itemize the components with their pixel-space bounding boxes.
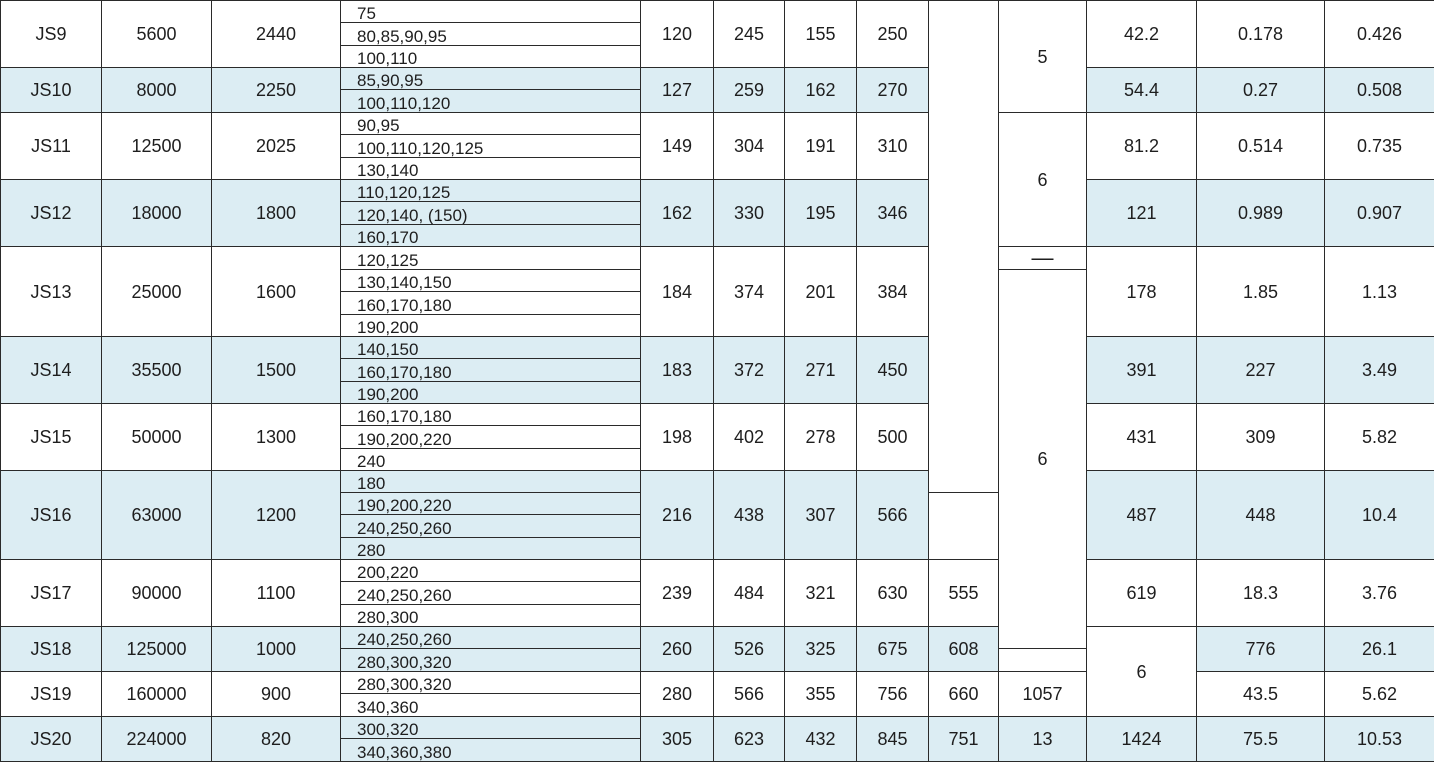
model-cell: JS9 (1, 1, 102, 68)
bore-cell: 80,85,90,95 (341, 23, 641, 46)
dim-d1-cell: 120 (641, 1, 714, 68)
bore-cell: 340,360,380 (341, 739, 641, 762)
table-row (1, 113, 1434, 135)
dim-d1-cell: 184 (641, 247, 714, 337)
dim-e-cell: 431 (1087, 404, 1197, 471)
dim-d3-cell: 201 (785, 247, 857, 337)
torque-cell: 90000 (102, 560, 212, 627)
speed-cell: 2250 (212, 68, 341, 113)
dim-d1-cell: 162 (641, 180, 714, 247)
bore-cell: 240 (341, 449, 641, 471)
torque-cell: 8000 (102, 68, 212, 113)
grease-cell: 0.735 (1325, 113, 1434, 180)
inertia-cell: 0.27 (1197, 68, 1325, 113)
table-row (1, 68, 1434, 90)
speed-cell: 900 (212, 672, 341, 717)
table-row (1, 247, 1434, 270)
bore-cell: 200,220 (341, 560, 641, 582)
speed-cell: 1100 (212, 560, 341, 627)
bore-cell: 110,120,125 (341, 180, 641, 202)
dim-d1-cell: 183 (641, 337, 714, 404)
torque-cell: 12500 (102, 113, 212, 180)
dim-d1-cell: 127 (641, 68, 714, 113)
bore-cell: 240,250,260 (341, 627, 641, 649)
grease-cell: 1.13 (1325, 247, 1434, 337)
grease-cell: 0.907 (1325, 180, 1434, 247)
bore-cell: 340,360 (341, 694, 641, 717)
bore-cell: 190,200 (341, 315, 641, 337)
dim-d1-cell: 239 (641, 560, 714, 627)
dim-d2-cell: 372 (714, 337, 785, 404)
dim-d2-cell: 402 (714, 404, 785, 471)
dim-d3-cell: 195 (785, 180, 857, 247)
bore-cell: 130,140 (341, 158, 641, 180)
inertia-cell: 0.514 (1197, 113, 1325, 180)
inertia-cell: 10.4 (1325, 471, 1434, 560)
dim-d2-cell: 526 (714, 627, 785, 672)
bore-cell: 85,90,95 (341, 68, 641, 90)
dim-e-cell-merged (929, 1, 999, 493)
table-row (1, 627, 1434, 649)
inertia-cell: 18.3 (1197, 560, 1325, 627)
weight-cell: 54.4 (1087, 68, 1197, 113)
speed-cell: 2440 (212, 1, 341, 68)
dim-d3-cell: 162 (785, 68, 857, 113)
table-row (1, 1, 1434, 23)
dim-d3-cell: 321 (785, 560, 857, 627)
dim-d1-cell: 305 (641, 717, 714, 762)
dim-d4-cell: 845 (857, 717, 929, 762)
torque-cell: 5600 (102, 1, 212, 68)
bore-cell: 280,300 (341, 605, 641, 627)
table-row (1, 337, 1434, 359)
inertia-cell: 3.49 (1325, 337, 1434, 404)
bore-cell: 120,140, (150) (341, 202, 641, 225)
grease-cell: 5.62 (1325, 672, 1434, 717)
dim-d2-cell: 566 (714, 672, 785, 717)
grease-cell: 0.508 (1325, 68, 1434, 113)
weight-cell: 81.2 (1087, 113, 1197, 180)
dim-d4-cell: 566 (857, 471, 929, 560)
weight-cell: 178 (1087, 247, 1197, 337)
bore-cell: 240,250,260 (341, 515, 641, 538)
dim-d3-cell: 432 (785, 717, 857, 762)
speed-cell: 1200 (212, 471, 341, 560)
bore-cell: 240,250,260 (341, 582, 641, 605)
dim-d2-cell: 438 (714, 471, 785, 560)
table-row (1, 672, 1434, 694)
inertia-cell: 0.989 (1197, 180, 1325, 247)
span-cell: 5 (999, 1, 1087, 113)
bore-cell: 160,170,180 (341, 292, 641, 315)
dim-d1-cell: 260 (641, 627, 714, 672)
weight-cell: 1057 (999, 672, 1087, 717)
speed-cell: 1500 (212, 337, 341, 404)
dim-d2-cell: 245 (714, 1, 785, 68)
bore-cell: 75 (341, 1, 641, 23)
bore-cell: 140,150 (341, 337, 641, 359)
bore-cell: 90,95 (341, 113, 641, 135)
bore-cell: 300,320 (341, 717, 641, 739)
weight-cell: 448 (1197, 471, 1325, 560)
bore-cell: 280 (341, 538, 641, 560)
inertia-cell: 0.178 (1197, 1, 1325, 68)
dim-d4-cell: 310 (857, 113, 929, 180)
bore-cell: 100,110 (341, 46, 641, 68)
speed-cell: 1800 (212, 180, 341, 247)
bore-cell: 180 (341, 471, 641, 493)
bore-cell: 190,200,220 (341, 426, 641, 449)
dim-d2-cell: 304 (714, 113, 785, 180)
dim-d3-cell: 278 (785, 404, 857, 471)
bore-cell: 120,125 (341, 247, 641, 270)
dim-d2-cell: 330 (714, 180, 785, 247)
dim-d3-cell: 307 (785, 471, 857, 560)
torque-cell: 35500 (102, 337, 212, 404)
torque-cell: 224000 (102, 717, 212, 762)
bore-cell: 280,300,320 (341, 672, 641, 694)
dim-e-cell: 608 (929, 627, 999, 672)
torque-cell: 160000 (102, 672, 212, 717)
dim-d4-cell: 346 (857, 180, 929, 247)
speed-cell: 1600 (212, 247, 341, 337)
speed-cell: 820 (212, 717, 341, 762)
model-cell: JS12 (1, 180, 102, 247)
dim-d3-cell: 355 (785, 672, 857, 717)
inertia-cell: 1.85 (1197, 247, 1325, 337)
dim-e-cell: 555 (929, 560, 999, 627)
table-row (1, 717, 1434, 739)
torque-cell: 125000 (102, 627, 212, 672)
grease-cell: 10.53 (1325, 717, 1434, 762)
torque-cell: 18000 (102, 180, 212, 247)
model-cell: JS11 (1, 113, 102, 180)
bore-cell: 160,170 (341, 225, 641, 247)
torque-cell: 50000 (102, 404, 212, 471)
dim-e-cell: 487 (1087, 471, 1197, 560)
model-cell: JS16 (1, 471, 102, 560)
dim-d1-cell: 280 (641, 672, 714, 717)
inertia-cell: 5.82 (1325, 404, 1434, 471)
model-cell: JS20 (1, 717, 102, 762)
inertia-cell: 43.5 (1197, 672, 1325, 717)
dim-d4-cell: 500 (857, 404, 929, 471)
model-cell: JS19 (1, 672, 102, 717)
table-row (1, 404, 1434, 426)
dim-e-cell: 751 (929, 717, 999, 762)
speed-cell: 2025 (212, 113, 341, 180)
model-cell: JS13 (1, 247, 102, 337)
span-cell: 6 (999, 113, 1087, 247)
dim-d4-cell: 384 (857, 247, 929, 337)
span-cell: 6 (999, 270, 1087, 649)
dim-d1-cell: 198 (641, 404, 714, 471)
dim-d4-cell: 630 (857, 560, 929, 627)
dim-d3-cell: 271 (785, 337, 857, 404)
speed-cell: 1300 (212, 404, 341, 471)
torque-cell: 63000 (102, 471, 212, 560)
dim-d4-cell: 756 (857, 672, 929, 717)
span-cell: 6 (1087, 627, 1197, 717)
bore-cell: 160,170,180 (341, 404, 641, 426)
model-cell: JS18 (1, 627, 102, 672)
dim-d3-cell: 191 (785, 113, 857, 180)
inertia-cell: 26.1 (1325, 627, 1434, 672)
speed-cell: 1000 (212, 627, 341, 672)
bore-cell: 100,110,120 (341, 90, 641, 113)
inertia-cell: 75.5 (1197, 717, 1325, 762)
weight-cell: 1424 (1087, 717, 1197, 762)
table-row (1, 180, 1434, 202)
table-row (1, 560, 1434, 582)
dim-d2-cell: 623 (714, 717, 785, 762)
dim-e-cell: 660 (929, 672, 999, 717)
dim-d3-cell: 325 (785, 627, 857, 672)
dim-d3-cell: 155 (785, 1, 857, 68)
span-cell: 13 (999, 717, 1087, 762)
bore-cell: 100,110,120,125 (341, 135, 641, 158)
dim-d4-cell: 250 (857, 1, 929, 68)
weight-cell: 227 (1197, 337, 1325, 404)
model-cell: JS10 (1, 68, 102, 113)
weight-cell: 619 (1087, 560, 1197, 627)
bore-cell: 190,200,220 (341, 493, 641, 515)
model-cell: JS15 (1, 404, 102, 471)
dim-d2-cell: 259 (714, 68, 785, 113)
dim-d4-cell: 270 (857, 68, 929, 113)
weight-cell: 776 (1197, 627, 1325, 672)
dim-d2-cell: 484 (714, 560, 785, 627)
model-cell: JS17 (1, 560, 102, 627)
bore-cell: 160,170,180 (341, 359, 641, 382)
table-row (1, 471, 1434, 493)
dim-d2-cell: 374 (714, 247, 785, 337)
bore-cell: 190,200 (341, 382, 641, 404)
dim-d1-cell: 149 (641, 113, 714, 180)
dim-e-cell: 391 (1087, 337, 1197, 404)
grease-cell: 3.76 (1325, 560, 1434, 627)
dim-d4-cell: 450 (857, 337, 929, 404)
weight-cell: 121 (1087, 180, 1197, 247)
weight-cell: 309 (1197, 404, 1325, 471)
model-cell: JS14 (1, 337, 102, 404)
grease-cell: 0.426 (1325, 1, 1434, 68)
dim-d1-cell: 216 (641, 471, 714, 560)
dim-d4-cell: 675 (857, 627, 929, 672)
bore-cell: 130,140,150 (341, 270, 641, 292)
weight-cell: 42.2 (1087, 1, 1197, 68)
torque-cell: 25000 (102, 247, 212, 337)
bore-cell: 280,300,320 (341, 649, 641, 672)
dash-cell: — (999, 247, 1087, 270)
